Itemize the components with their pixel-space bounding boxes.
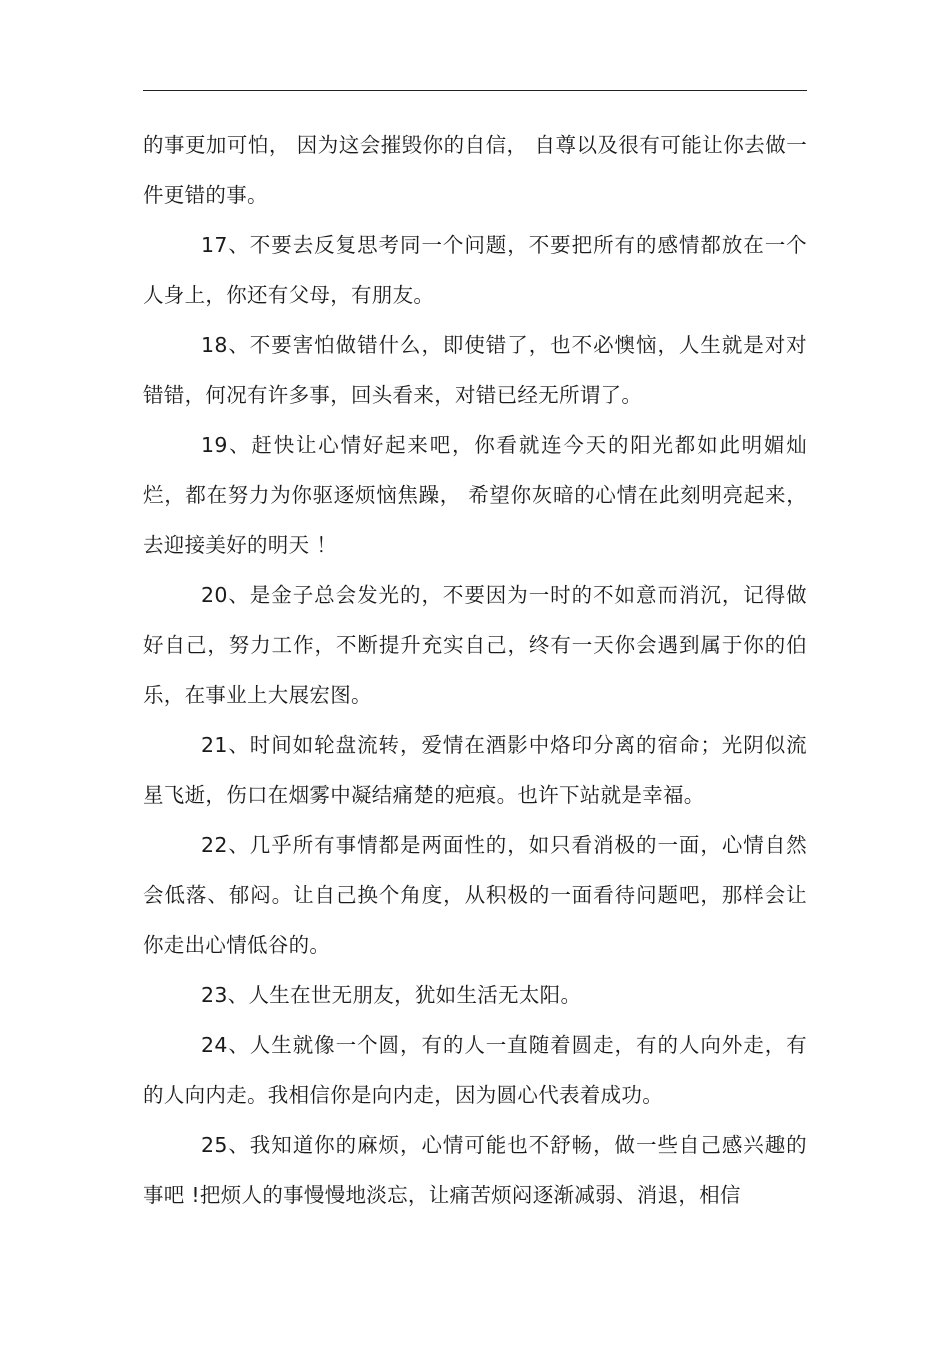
paragraph-item-25: 25、我知道你的麻烦，心情可能也不舒畅，做一些自己感兴趣的事吧 !把烦人的事慢慢地淡忘，让痛苦烦闷逐渐减弱、消退，相信: [143, 1133, 807, 1207]
paragraph-item-24: 24、人生就像一个圆，有的人一直随着圆走，有的人向外走，有的人向内走。我相信你是向内走，因为圆心代表着成功。: [143, 1033, 807, 1107]
paragraph-item-17: 17、不要去反复思考同一个问题，不要把所有的感情都放在一个人身上，你还有父母，有朋友。: [143, 233, 807, 307]
document-body: [143, 120, 807, 1220]
paragraph-item-19: 19、赶快让心情好起来吧，你看就连今天的阳光都如此明媚灿烂，都在努力为你驱逐烦恼焦躁， 希望你灰暗的心情在此刻明亮起来，去迎接美好的明天 ！: [143, 433, 807, 557]
paragraph-item-22: 22、几乎所有事情都是两面性的，如只看消极的一面，心情自然会低落、郁闷。让自己换个角度，从积极的一面看待问题吧，那样会让你走出心情低谷的。: [143, 833, 807, 957]
header-rule: [143, 90, 807, 91]
paragraph-item-18: 18、不要害怕做错什么，即使错了，也不必懊恼，人生就是对对错错，何况有许多事，回头看来，对错已经无所谓了。: [143, 333, 807, 407]
paragraph-item-23: 23、人生在世无朋友，犹如生活无太阳。: [201, 983, 582, 1007]
paragraph-continuation: 的事更加可怕， 因为这会摧毁你的自信， 自尊以及很有可能让你去做一件更错的事。: [143, 133, 807, 207]
paragraph-item-21: 21、时间如轮盘流转，爱情在酒影中烙印分离的宿命；光阴似流星飞逝，伤口在烟雾中凝结痛楚的疤痕。也许下站就是幸福。: [143, 733, 807, 807]
paragraph-item-20: 20、是金子总会发光的，不要因为一时的不如意而消沉，记得做好自己，努力工作，不断提升充实自己，终有一天你会遇到属于你的伯乐，在事业上大展宏图。: [143, 583, 807, 707]
